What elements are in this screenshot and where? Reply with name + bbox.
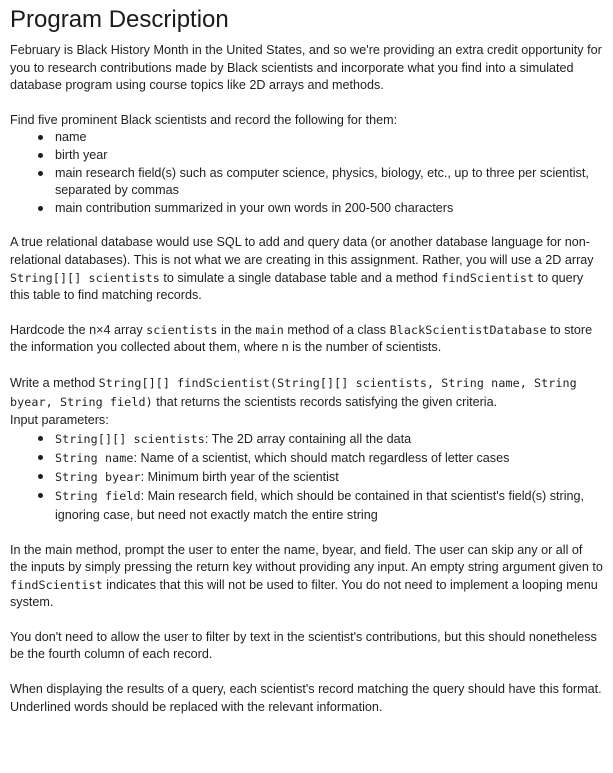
code-snippet: String[][] findScientist(String[][] scientists, String name, String byear, String field) (10, 375, 577, 409)
code-snippet: main (255, 322, 284, 337)
list-item: name (10, 129, 603, 147)
list-item: String byear: Minimum birth year of the scientist (10, 468, 603, 487)
find-lead: Find five prominent Black scientists and record the following for them: (10, 112, 398, 127)
relational-paragraph: A true relational database would use SQL to add and query data (or another database language for non-relational databases). This is not what we are creating in this assignment. Rather, you will use a 2D array String[][] scientists to simulate a single database table and a method findScientist to query this table to find matching records. (10, 235, 594, 303)
list-item: String name: Name of a scientist, which should match regardless of letter cases (10, 449, 603, 468)
params-label: Input parameters: (10, 412, 109, 427)
code-snippet: scientists (146, 322, 218, 337)
hardcode-paragraph: Hardcode the n×4 array scientists in the main method of a class BlackScientistDatabase to store the information you collected about them, where n is the number of scientists. (10, 322, 593, 355)
code-snippet: String[][] scientists (10, 270, 160, 285)
list-item: String field: Main research field, which should be contained in that scientist's field(s) string, ignoring case, but need not exactly match the entire string (10, 487, 603, 525)
code-snippet: findScientist (10, 577, 103, 592)
page-title: Program Description (10, 6, 229, 33)
scientist-fields-list (10, 129, 603, 217)
contrib-paragraph: You don't need to allow the user to filter by text in the scientist's contributions, but this should nonetheless be the fourth column of each record. (10, 629, 597, 662)
method-paragraph: Write a method String[][] findScientist(String[][] scientists, String name, String byear, String field) that returns the scientists records satisfying the given criteria. (10, 375, 577, 409)
list-item: main contribution summarized in your own words in 200-500 characters (10, 200, 603, 218)
list-item: main research field(s) such as computer science, physics, biology, etc., up to three per scientist, separated by commas (10, 165, 603, 200)
list-item: String[][] scientists: The 2D array containing all the data (10, 430, 603, 449)
intro-paragraph: February is Black History Month in the United States, and so we're providing an extra credit opportunity for you to research contributions made by Black scientists and incorporate what you find into a simulated database program using course topics like 2D arrays and methods. (10, 43, 602, 93)
code-snippet: findScientist (441, 270, 535, 285)
params-list (10, 430, 603, 525)
list-item: birth year (10, 147, 603, 165)
display-paragraph: When displaying the results of a query, each scientist's record matching the query should have this format. Underlined words should be replaced with the relevant information. (10, 682, 602, 714)
main-method-paragraph: In the main method, prompt the user to enter the name, byear, and field. The user can skip any or all of the inputs by simply pressing the return key without providing any input. An empty string argument given to findScientist indicates that this will not be used to filter. You do not need to implement a looping menu system. (10, 542, 603, 610)
code-snippet: BlackScientistDatabase (389, 322, 547, 337)
